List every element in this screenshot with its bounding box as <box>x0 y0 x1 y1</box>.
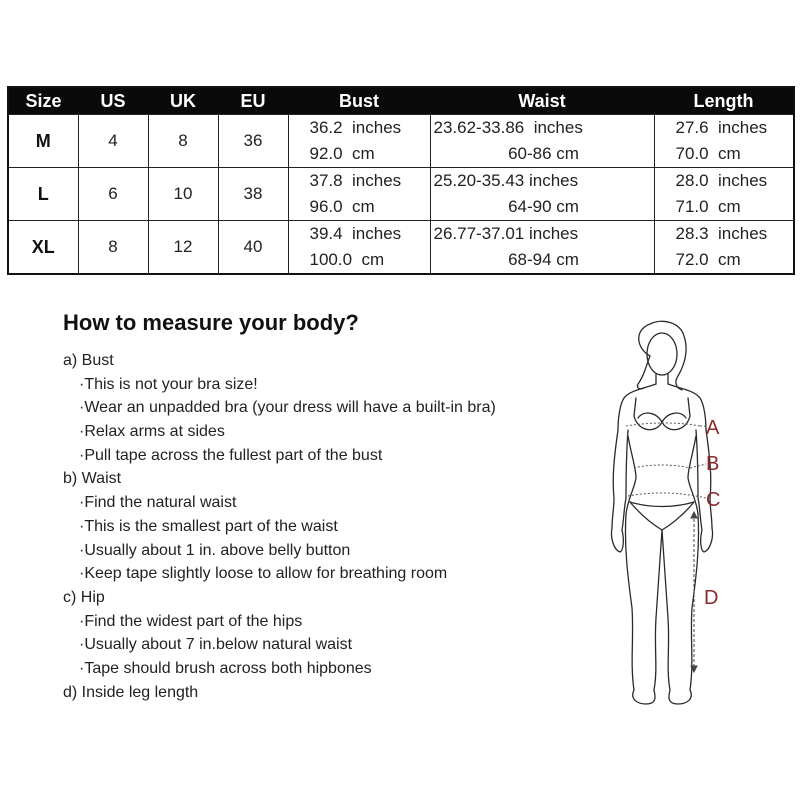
length-cm: 71.0 cm <box>675 197 741 216</box>
eu-cell: 38 <box>218 168 288 221</box>
size-chart-table <box>7 86 795 275</box>
label-a: A <box>706 417 720 439</box>
guide-tip: ·This is not your bra size! <box>79 375 258 393</box>
body-measurement-figure <box>600 318 740 713</box>
bust-inches: 39.4 inches <box>309 224 402 243</box>
guide-tip: ·Usually about 1 in. above belly button <box>79 541 351 559</box>
table-row <box>8 115 794 168</box>
column-header-us: US <box>78 87 148 115</box>
hip-line <box>628 493 696 496</box>
waist-cell <box>430 221 654 275</box>
length-cell <box>654 168 794 221</box>
guide-section-inside-leg: d) Inside leg length <box>63 683 199 701</box>
measurement-lines <box>626 423 706 498</box>
column-header-eu: EU <box>218 87 288 115</box>
table-row <box>8 168 794 221</box>
waist-inches: 23.62-33.86 inches <box>433 118 583 137</box>
waist-inches: 25.20-35.43 inches <box>433 171 579 190</box>
length-inches: 27.6 inches <box>675 118 768 137</box>
bust-cm: 100.0 cm <box>309 250 385 269</box>
bust-cm: 96.0 cm <box>309 197 375 216</box>
bust-inches: 36.2 inches <box>309 118 402 137</box>
us-cell: 8 <box>78 221 148 275</box>
length-cm: 70.0 cm <box>675 144 741 163</box>
waist-line <box>634 465 690 468</box>
length-cell <box>654 221 794 275</box>
size-cell: XL <box>8 221 78 275</box>
waist-cell <box>430 168 654 221</box>
guide-tip: ·Find the widest part of the hips <box>79 612 303 630</box>
label-c: C <box>706 489 721 511</box>
table-header-row <box>8 87 794 115</box>
uk-cell: 12 <box>148 221 218 275</box>
guide-title: How to measure your body? <box>63 310 359 335</box>
waist-inches: 26.77-37.01 inches <box>433 224 579 243</box>
size-cell: L <box>8 168 78 221</box>
length-inches: 28.3 inches <box>675 224 768 243</box>
waist-cm: 64-90 cm <box>508 197 579 216</box>
guide-section-hip: c) Hip <box>63 588 105 606</box>
guide-tip: ·This is the smallest part of the waist <box>79 517 338 535</box>
uk-cell: 10 <box>148 168 218 221</box>
column-header-length: Length <box>654 87 794 115</box>
body-outline <box>611 321 712 704</box>
column-header-uk: UK <box>148 87 218 115</box>
length-inches: 28.0 inches <box>675 171 768 190</box>
eu-cell: 36 <box>218 115 288 168</box>
label-b: B <box>706 453 720 475</box>
waist-cell <box>430 115 654 168</box>
bust-inches: 37.8 inches <box>309 171 402 190</box>
column-header-waist: Waist <box>430 87 654 115</box>
length-cm: 72.0 cm <box>675 250 741 269</box>
column-header-size: Size <box>8 87 78 115</box>
bust-cell <box>288 115 430 168</box>
bust-cell <box>288 221 430 275</box>
size-cell: M <box>8 115 78 168</box>
eu-cell: 40 <box>218 221 288 275</box>
us-cell: 4 <box>78 115 148 168</box>
guide-tip: ·Tape should brush across both hipbones <box>79 659 372 677</box>
bust-cell <box>288 168 430 221</box>
table-row <box>8 221 794 275</box>
column-header-bust: Bust <box>288 87 430 115</box>
waist-cm: 60-86 cm <box>508 144 579 163</box>
uk-cell: 8 <box>148 115 218 168</box>
guide-tip: ·Usually about 7 in.below natural waist <box>79 636 353 654</box>
label-d: D <box>704 587 719 609</box>
guide-tip: ·Wear an unpadded bra (your dress will have a built-in bra) <box>79 399 496 417</box>
guide-section-waist: b) Waist <box>63 470 122 488</box>
length-cell <box>654 115 794 168</box>
guide-section-bust: a) Bust <box>63 352 114 369</box>
guide-tip: ·Keep tape slightly loose to allow for breathing room <box>79 565 448 583</box>
measurement-guide-list <box>63 349 496 704</box>
us-cell: 6 <box>78 168 148 221</box>
guide-tip: ·Relax arms at sides <box>79 423 225 441</box>
guide-tip: ·Find the natural waist <box>79 494 237 512</box>
guide-tip: ·Pull tape across the fullest part of the bust <box>79 446 383 464</box>
waist-cm: 68-94 cm <box>508 250 579 269</box>
bust-cm: 92.0 cm <box>309 144 375 163</box>
